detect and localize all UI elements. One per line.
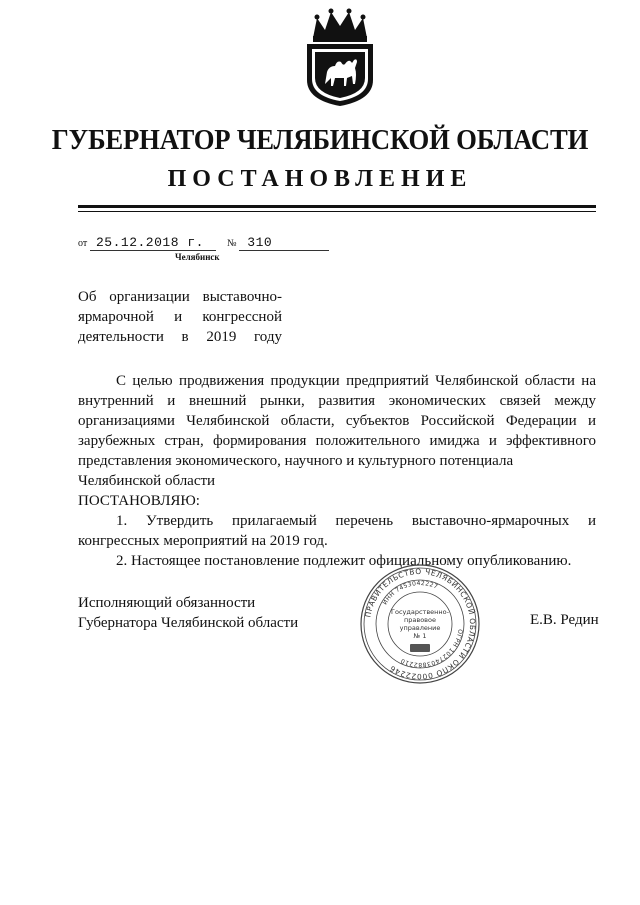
resolution-item-2: 2. Настоящее постановление подлежит официальному опубликованию.: [116, 553, 572, 569]
signatory-name: Е.В. Редин: [530, 612, 599, 628]
coat-of-arms-emblem: [299, 8, 381, 108]
date-label: от: [78, 238, 88, 249]
stamp-ring-text: ПРАВИТЕЛЬСТВО ЧЕЛЯБИНСКОЙ ОБЛАСТИ ОКПО 00022246: [363, 566, 478, 682]
stamp-center-line-3: управление: [399, 624, 441, 632]
preamble-text: С целью продвижения продукции предприятий Челябинской области на внутренний и внешний рынки, развития экономических связей между организациями Челябинской области, субъектов Российской Федерации и зарубежных стран, формирования положительного имиджа и эффективного представления экономического, научного и культурного потенциала: [78, 373, 596, 469]
resolution-item-1: 1. Утвердить прилагаемый перечень выставочно-ярмарочных и конгрессных мероприятий на 2019 год.: [78, 513, 596, 549]
header-rule-thin: [78, 211, 596, 212]
official-round-stamp: [358, 562, 482, 686]
number-label: №: [227, 238, 237, 249]
document-type-heading: ПОСТАНОВЛЕНИЕ: [167, 166, 473, 192]
date-number-line: [78, 235, 329, 251]
stamp-emblem-mark: [410, 644, 430, 652]
issue-city: Челябинск: [175, 252, 220, 262]
issuing-authority-title: ГУБЕРНАТОР ЧЕЛЯБИНСКОЙ ОБЛАСТИ: [51, 124, 589, 156]
stamp-ogrn: ОГРН 1027403882210: [399, 628, 464, 669]
signatory-title-line-2: Губернатора Челябинской области: [78, 615, 299, 631]
stamp-inn: ИНН 7453042227: [381, 579, 440, 607]
resolve-keyword: ПОСТАНОВЛЯЮ:: [78, 493, 200, 509]
stamp-center-line-4: № 1: [413, 632, 427, 640]
document-subject: Об организации выставочно-ярмарочной и конгрессной деятельности в 2019 году: [78, 289, 282, 345]
preamble-end: Челябинской области: [78, 473, 216, 489]
signatory-title: [78, 593, 298, 633]
document-body: [78, 371, 596, 571]
document-date: 25.12.2018 г.: [90, 235, 216, 251]
signatory-title-line-1: Исполняющий обязанности: [78, 595, 256, 611]
header-rule-thick: [78, 205, 596, 208]
stamp-center-line-1: Государственно-: [391, 608, 449, 616]
document-number: 310: [239, 235, 329, 251]
stamp-center-line-2: правовое: [404, 616, 436, 624]
